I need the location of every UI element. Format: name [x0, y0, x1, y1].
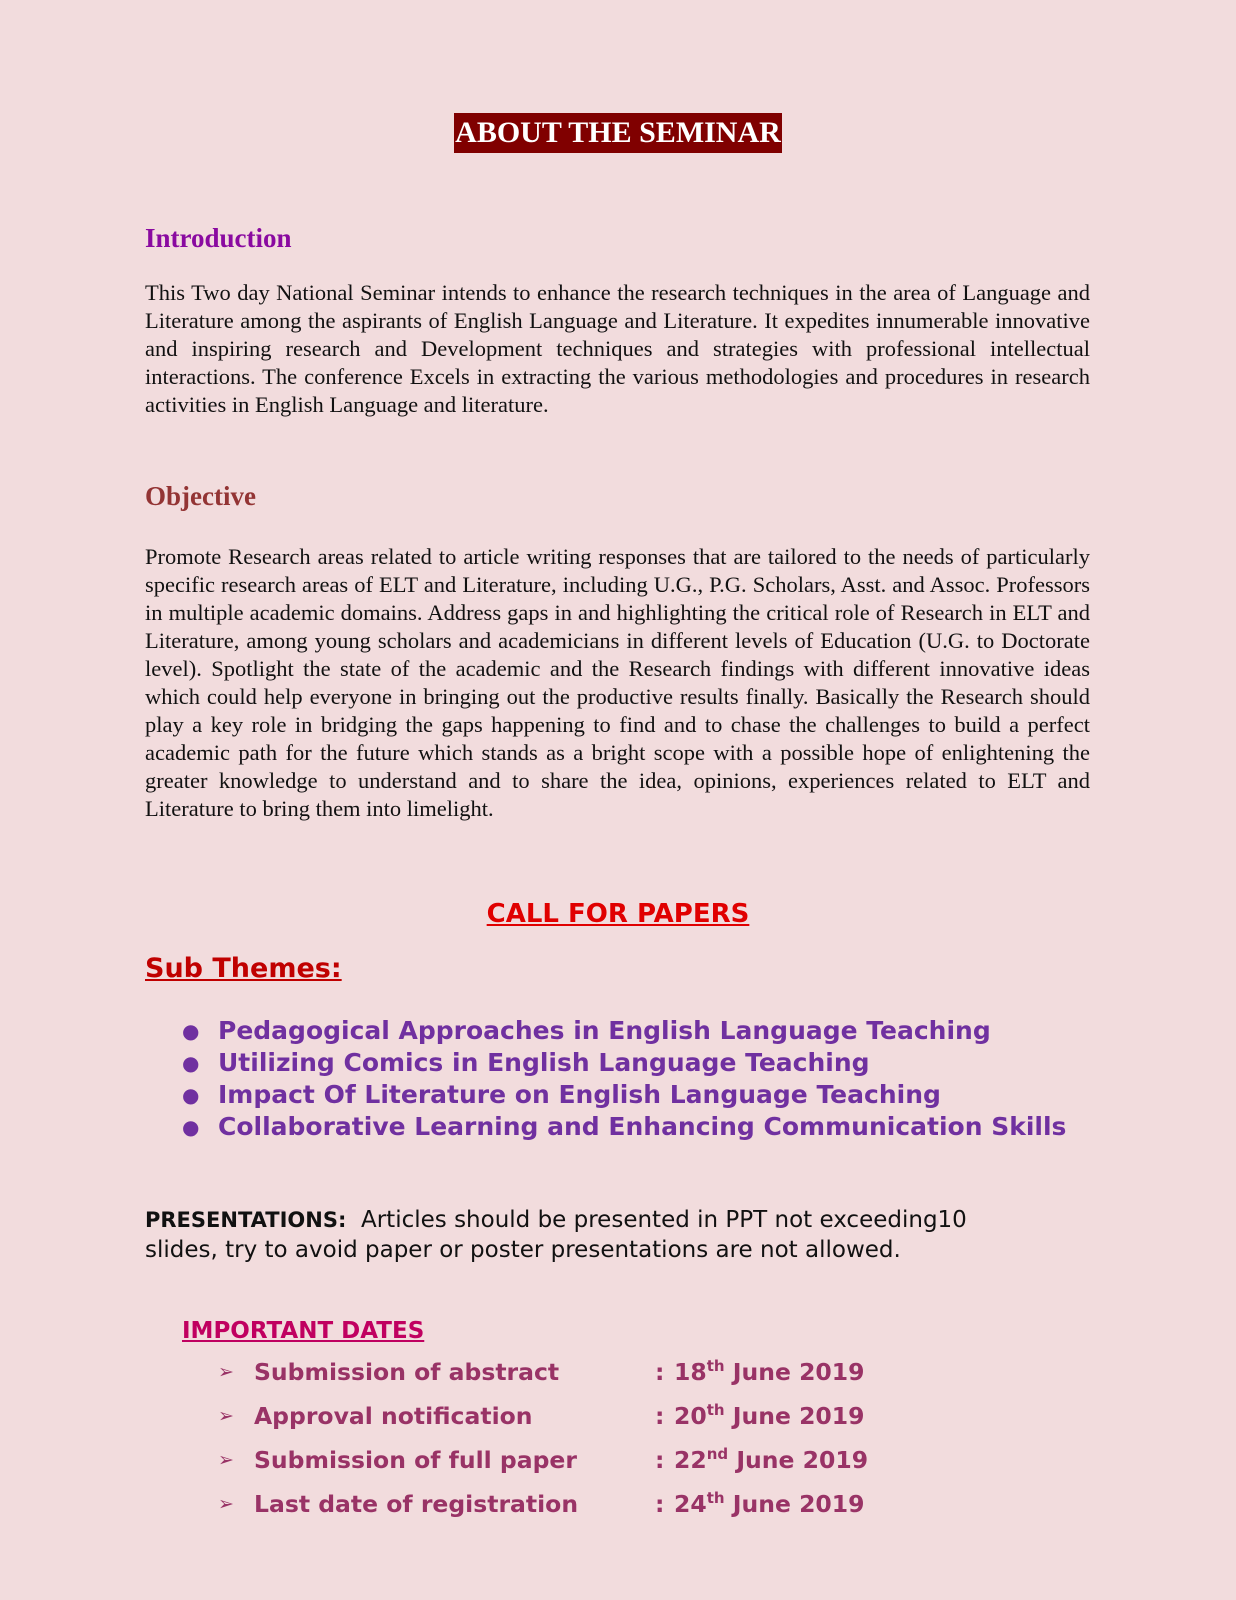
presentations-label: PRESENTATIONS: — [145, 1208, 347, 1232]
page-title: ABOUT THE SEMINAR — [454, 113, 782, 153]
date-month-year: June 2019 — [732, 1402, 865, 1430]
date-day: 22 — [674, 1446, 707, 1474]
date-value — [674, 1357, 864, 1387]
date-label: Last date of registration — [254, 1490, 579, 1518]
introduction-heading: Introduction — [145, 223, 292, 253]
bullet-icon: ● — [182, 1083, 200, 1107]
list-item — [145, 1015, 1085, 1047]
arrow-bullet-icon: ➢ — [218, 1361, 234, 1383]
date-separator: : — [655, 1402, 665, 1430]
date-label: Submission of full paper — [254, 1446, 577, 1474]
arrow-bullet-icon: ➢ — [218, 1405, 234, 1427]
call-for-papers-heading: CALL FOR PAPERS — [486, 899, 750, 929]
date-separator: : — [655, 1446, 665, 1474]
date-label: Submission of abstract — [254, 1358, 560, 1386]
date-label: Approval notification — [254, 1402, 533, 1430]
title-container — [0, 113, 1236, 153]
date-suffix: th — [706, 1489, 725, 1507]
date-value — [674, 1489, 864, 1519]
date-day: 20 — [674, 1402, 707, 1430]
theme-text: Collaborative Learning and Enhancing Communication Skills — [218, 1112, 1067, 1141]
date-month-year: June 2019 — [736, 1446, 869, 1474]
list-item — [145, 1079, 1085, 1111]
date-suffix: th — [706, 1357, 725, 1375]
date-month-year: June 2019 — [732, 1490, 865, 1518]
date-value — [674, 1401, 864, 1431]
theme-text: Utilizing Comics in English Language Teaching — [218, 1048, 870, 1077]
presentations-note — [145, 1205, 1045, 1265]
date-item — [218, 1357, 1018, 1401]
date-value — [674, 1445, 868, 1475]
arrow-bullet-icon: ➢ — [218, 1449, 234, 1471]
date-item — [218, 1489, 1018, 1533]
important-dates-heading: IMPORTANT DATES — [182, 1318, 425, 1344]
presentations-text: Articles should be presented in PPT not exceeding10 slides, try to avoid paper or poster presentations are not allowed. — [145, 1207, 967, 1263]
date-separator: : — [655, 1358, 665, 1386]
objective-heading: Objective — [145, 481, 256, 511]
important-dates-list — [218, 1357, 1018, 1533]
date-suffix: nd — [706, 1445, 729, 1463]
call-for-papers-container — [0, 898, 1236, 930]
date-item — [218, 1401, 1018, 1445]
list-item — [145, 1111, 1085, 1143]
theme-text: Impact Of Literature on English Language Teaching — [218, 1080, 941, 1109]
introduction-text: This Two day National Seminar intends to enhance the research techniques in the area of Language and Literature among the aspirants of English Language and Literature. It expedites innumerable innovative and inspiring research and Development techniques and strategies with professional intellectual interactions. The conference Excels in extracting the various methodologies and procedures in research activities in English Language and literature. — [145, 280, 1090, 417]
date-day: 18 — [674, 1358, 707, 1386]
list-item — [145, 1047, 1085, 1079]
sub-themes-heading: Sub Themes: — [145, 953, 342, 984]
bullet-icon: ● — [182, 1115, 200, 1139]
sub-themes-list — [145, 1015, 1085, 1143]
date-separator: : — [655, 1490, 665, 1518]
date-suffix: th — [706, 1401, 725, 1419]
date-day: 24 — [674, 1490, 707, 1518]
date-month-year: June 2019 — [732, 1358, 865, 1386]
bullet-icon: ● — [182, 1019, 200, 1043]
date-item — [218, 1445, 1018, 1489]
objective-text: Promote Research areas related to article writing responses that are tailored to the needs of particularly specific research areas of ELT and Literature, including U.G., P.G. Scholars, Asst. and Assoc. Professors in multiple academic domains. Address gaps in and highlighting the critical role of Research in ELT and Literature, among young scholars and academicians in different levels of Education (U.G. to Doctorate level). Spotlight the state of the academic and the Research findings with different innovative ideas which could help everyone in bringing out the productive results finally. Basically the Research should play a key role in bridging the gaps happening to find and to chase the challenges to build a perfect academic path for the future which stands as a bright scope with a possible hope of enlightening the greater knowledge to understand and to share the idea, opinions, experiences related to ELT and Literature to bring them into limelight. — [145, 544, 1090, 821]
theme-text: Pedagogical Approaches in English Language Teaching — [218, 1016, 991, 1045]
bullet-icon: ● — [182, 1051, 200, 1075]
arrow-bullet-icon: ➢ — [218, 1493, 234, 1515]
